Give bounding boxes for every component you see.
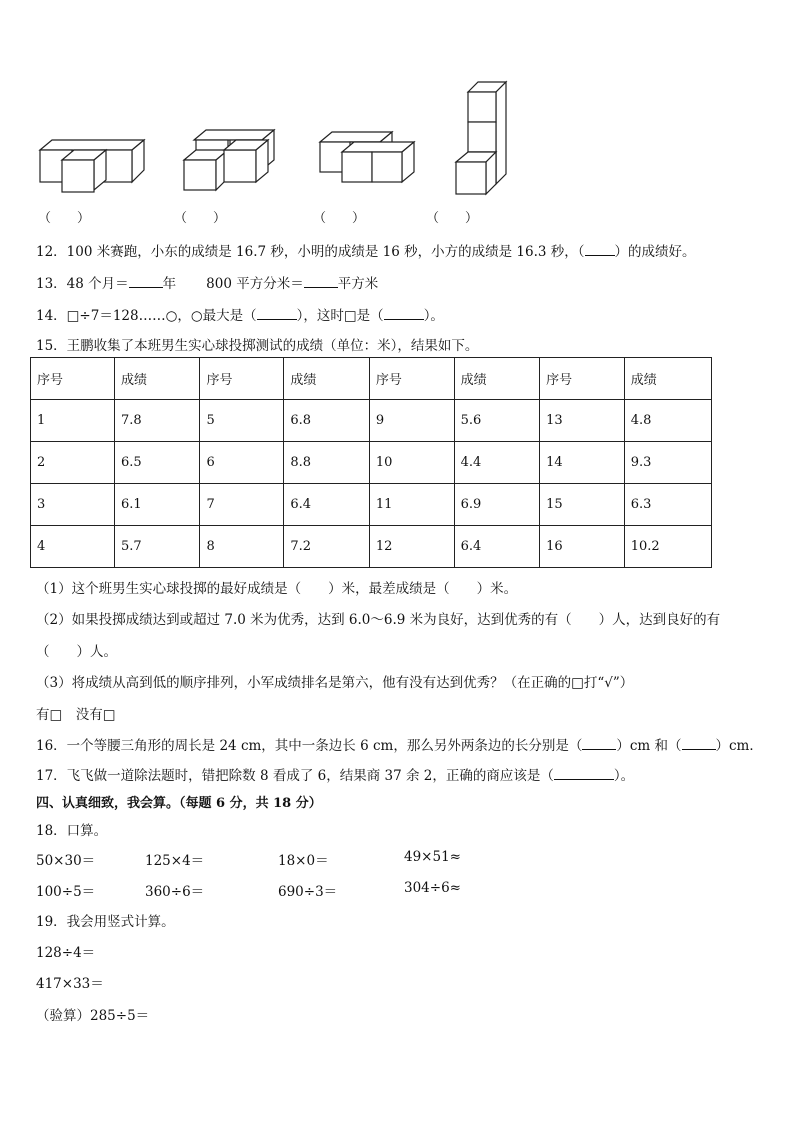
table-cell: 13 — [540, 400, 625, 442]
table-cell: 12 — [369, 526, 454, 568]
table-cell: 7 — [200, 484, 284, 526]
table-row — [31, 442, 712, 484]
cube-figures — [0, 78, 794, 228]
q13-part-a: 13．48 个月＝ — [36, 276, 129, 292]
table-row — [31, 400, 712, 442]
table-cell: 8.8 — [284, 442, 370, 484]
q13-unit-2: 平方米 — [337, 276, 379, 292]
question-15-sub-3: （3）将成绩从高到低的顺序排列，小军成绩排名是第六，他有没有达到优秀？（在正确的□打“√”） — [36, 675, 634, 691]
q19-item-2: 417×33＝ — [36, 976, 104, 992]
table-cell: 4.4 — [454, 442, 540, 484]
table-header-cell: 成绩 — [284, 358, 370, 400]
table-cell: 14 — [540, 442, 625, 484]
q18-row2-item4: 304÷6≈ — [404, 880, 461, 896]
table-cell: 5.7 — [114, 526, 200, 568]
cube-figure-3 — [320, 132, 414, 182]
cube-figure-1 — [40, 140, 144, 192]
q12-blank[interactable] — [585, 243, 615, 256]
q18-row2-item2: 360÷6＝ — [145, 884, 205, 900]
table-cell: 6.4 — [284, 484, 370, 526]
table-cell: 6 — [200, 442, 284, 484]
figure-1-answer[interactable]: （ ） — [38, 211, 91, 226]
table-cell: 16 — [540, 526, 625, 568]
q16-blank-1[interactable] — [582, 737, 616, 750]
table-cell: 9 — [369, 400, 454, 442]
cube-figures-drawing — [0, 78, 794, 228]
table-cell: 6.1 — [114, 484, 200, 526]
table-cell: 3 — [31, 484, 115, 526]
table-cell: 10.2 — [624, 526, 711, 568]
table-cell: 6.8 — [284, 400, 370, 442]
q13-blank-2[interactable] — [304, 275, 338, 288]
table-cell: 8 — [200, 526, 284, 568]
table-header-cell: 成绩 — [454, 358, 540, 400]
section-4-heading: 四、认真细致，我会算。（每题 6 分，共 18 分） — [36, 796, 322, 811]
q14-blank-2[interactable] — [384, 307, 424, 320]
table-cell: 1 — [31, 400, 115, 442]
question-17 — [36, 764, 634, 784]
q12-text: 12．100 米赛跑，小东的成绩是 16.7 秒，小明的成绩是 16 秒，小方的成绩是 16.3 秒，（ — [36, 244, 585, 260]
q18-row1-item1: 50×30＝ — [36, 853, 96, 869]
table-header-cell: 成绩 — [624, 358, 711, 400]
cube-figure-2 — [184, 130, 274, 190]
q14-part-a: 14．□÷7＝128……○，○最大是（ — [36, 308, 257, 324]
table-cell: 10 — [369, 442, 454, 484]
figure-2-answer[interactable]: （ ） — [174, 211, 227, 226]
question-15-options[interactable]: 有□ 没有□ — [36, 707, 116, 723]
table-cell: 9.3 — [624, 442, 711, 484]
table-cell: 6.5 — [114, 442, 200, 484]
q14-part-c: ）。 — [423, 308, 444, 324]
q18-row2-item3: 690÷3＝ — [278, 884, 338, 900]
table-header-cell: 序号 — [540, 358, 625, 400]
q19-item-1: 128÷4＝ — [36, 945, 96, 961]
q17-blank[interactable] — [554, 767, 614, 780]
question-13 — [36, 272, 378, 292]
figure-4-answer[interactable]: （ ） — [426, 211, 479, 226]
q14-blank-1[interactable] — [257, 307, 297, 320]
table-header-cell: 序号 — [31, 358, 115, 400]
q18-row1-item3: 18×0＝ — [278, 853, 329, 869]
table-cell: 4.8 — [624, 400, 711, 442]
question-18-title: 18．口算。 — [36, 823, 108, 839]
q18-row1-item2: 125×4＝ — [145, 853, 205, 869]
table-cell: 6.3 — [624, 484, 711, 526]
q19-item-3: （验算）285÷5＝ — [36, 1008, 150, 1024]
q16-part-b: ）cm 和（ — [616, 738, 682, 754]
table-cell: 5 — [200, 400, 284, 442]
table-cell: 2 — [31, 442, 115, 484]
table-cell: 11 — [369, 484, 454, 526]
table-header-cell: 序号 — [369, 358, 454, 400]
question-15-sub-2-cont: （ ）人。 — [36, 644, 117, 660]
q13-blank-1[interactable] — [129, 275, 163, 288]
table-header-cell: 成绩 — [114, 358, 200, 400]
question-15-sub-1: （1）这个班男生实心球投掷的最好成绩是（ ）米，最差成绩是（ ）米。 — [36, 581, 518, 597]
q18-row1-item4: 49×51≈ — [404, 849, 461, 865]
question-19-title: 19．我会用竖式计算。 — [36, 914, 175, 930]
q13-part-c: 800 平方分米＝ — [206, 276, 304, 292]
table-cell: 5.6 — [454, 400, 540, 442]
table-cell: 4 — [31, 526, 115, 568]
table-cell: 15 — [540, 484, 625, 526]
table-cell: 7.8 — [114, 400, 200, 442]
cube-figure-4 — [456, 82, 506, 194]
table-cell: 6.4 — [454, 526, 540, 568]
question-14 — [36, 304, 444, 324]
q16-part-a: 16．一个等腰三角形的周长是 24 cm，其中一条边长 6 cm，那么另外两条边的长分别是（ — [36, 738, 583, 754]
question-15-sub-2: （2）如果投掷成绩达到或超过 7.0 米为优秀，达到 6.0～6.9 米为良好，达到优秀的有（ ）人，达到良好的有 — [36, 612, 721, 628]
q16-part-c: ）cm． — [715, 738, 763, 754]
scores-table — [30, 357, 712, 568]
question-15-intro: 15．王鹏收集了本班男生实心球投掷测试的成绩（单位：米），结果如下。 — [36, 338, 479, 354]
table-cell: 6.9 — [454, 484, 540, 526]
table-row — [31, 484, 712, 526]
table-header-row — [31, 358, 712, 400]
table-row — [31, 526, 712, 568]
figure-3-answer[interactable]: （ ） — [313, 211, 366, 226]
q17-part-a: 17．飞飞做一道除法题时，错把除数 8 看成了 6，结果商 37 余 2，正确的商应该是（ — [36, 768, 554, 784]
q13-unit-1: 年 — [162, 276, 177, 292]
table-cell: 7.2 — [284, 526, 370, 568]
q17-part-b: ）。 — [613, 768, 635, 784]
table-header-cell: 序号 — [200, 358, 284, 400]
question-12 — [36, 240, 696, 260]
q12-tail: ）的成绩好。 — [614, 244, 696, 260]
question-16 — [36, 734, 763, 754]
q18-row2-item1: 100÷5＝ — [36, 884, 96, 900]
q14-part-b: ），这时□是（ — [296, 308, 384, 324]
q16-blank-2[interactable] — [682, 737, 716, 750]
